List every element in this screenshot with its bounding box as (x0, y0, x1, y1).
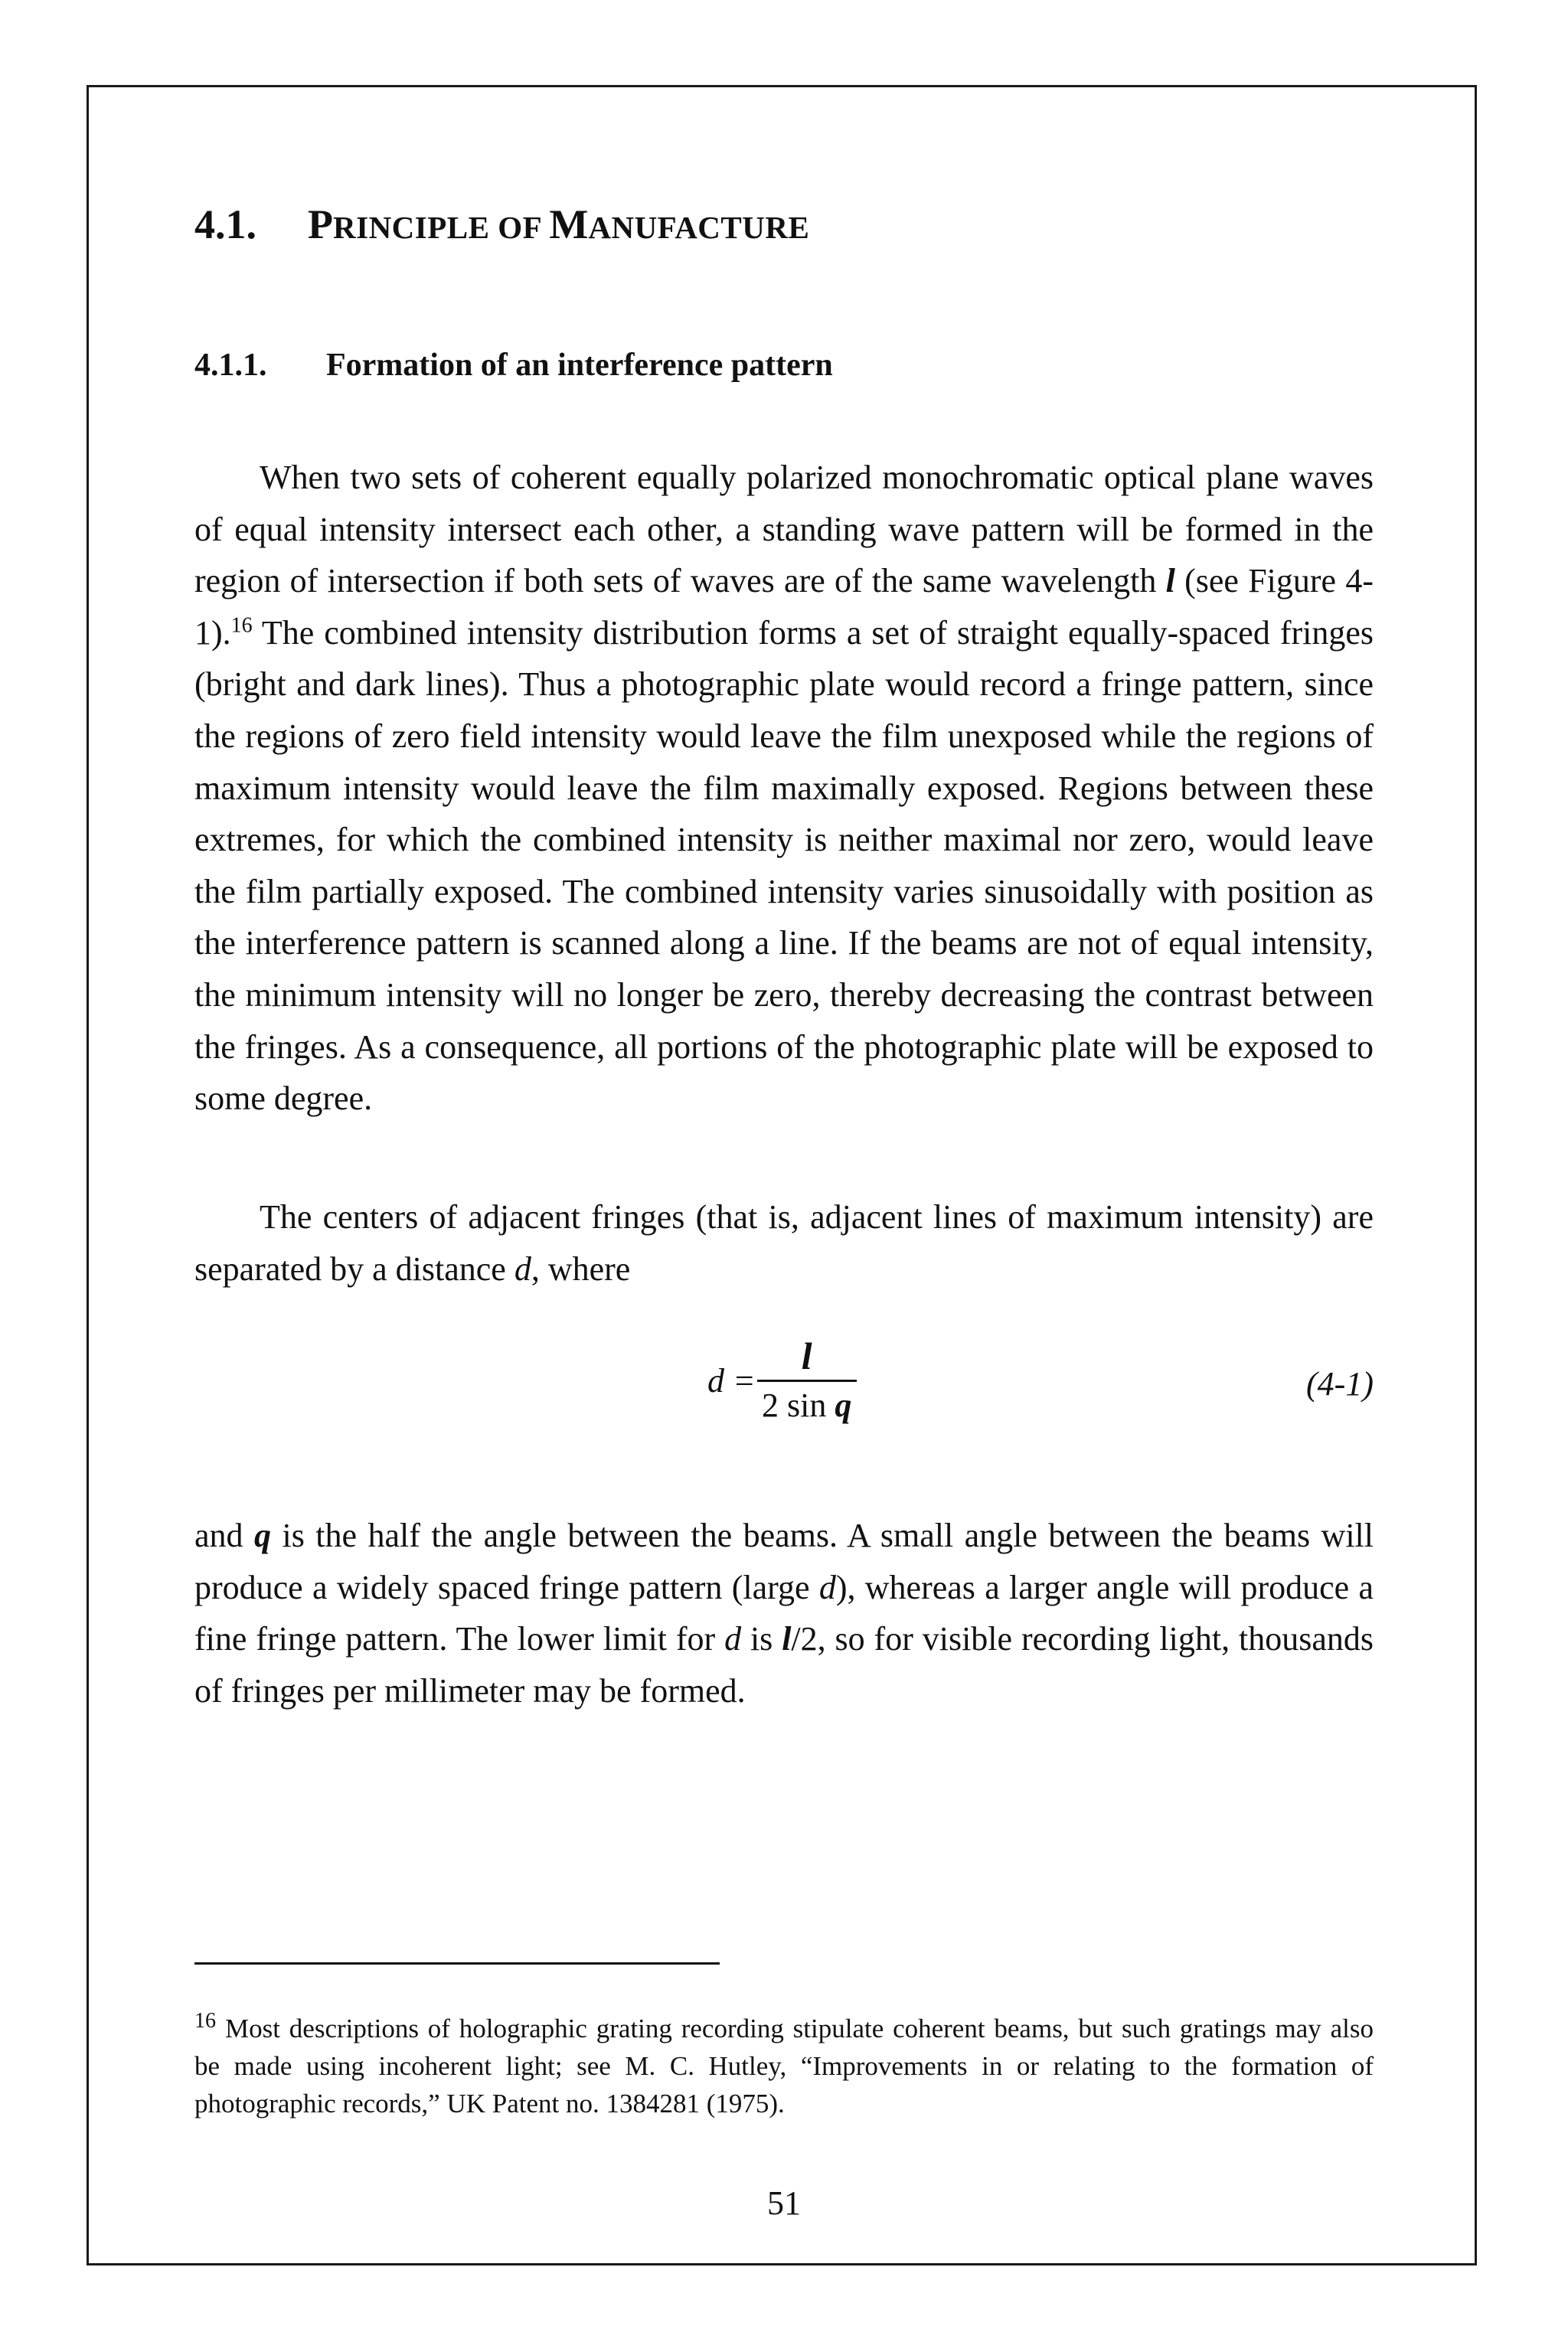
equation-4-1 (194, 1332, 1374, 1447)
denominator-text: 2 sin (762, 1387, 835, 1424)
theta-symbol: q (254, 1517, 271, 1554)
section-heading (194, 198, 1374, 254)
paragraph-text: /2, so for visible recording light, thousands of fringes per millimeter may be formed. (194, 1620, 1374, 1710)
paragraph-interference (194, 452, 1374, 1125)
paragraph-text: The centers of adjacent fringes (that is, adjacent lines of maximum intensity) are separated by a distance (194, 1198, 1374, 1288)
equation-number: (4-1) (1306, 1365, 1374, 1403)
section-title-cap-2: M (549, 201, 589, 247)
lambda-symbol: l (782, 1620, 792, 1658)
equation-lhs: d = (707, 1362, 756, 1400)
paragraph-angle (194, 1510, 1374, 1717)
paragraph-fringe-spacing (194, 1191, 1374, 1295)
variable-d: d (514, 1250, 531, 1288)
variable-d: d (818, 1568, 836, 1606)
fraction-body (757, 1332, 857, 1429)
section-title-smallcaps-1: RINCIPLE OF (333, 210, 550, 245)
paragraph-text: and (194, 1517, 254, 1554)
lambda-symbol: l (1165, 562, 1175, 600)
paragraph-text: , where (531, 1250, 631, 1288)
fraction-numerator: l (801, 1334, 812, 1377)
paragraph-text: When two sets of coherent equally polarized monochromatic optical plane waves of equal intensity intersect each other, a standing wave pattern will be formed in the region of intersection if both sets of waves are of the same wavelength (194, 459, 1374, 600)
paragraph-text: (see Figure 4-1). (194, 562, 1374, 652)
variable-d: d (724, 1620, 742, 1658)
subsection-heading (194, 342, 1374, 388)
section-number: 4.1. (194, 201, 256, 247)
page-border (87, 85, 1477, 2265)
equation-fraction (707, 1332, 857, 1429)
footnote-mark: 16 (194, 2009, 216, 2034)
footnote-reference[interactable]: 16 (230, 613, 253, 638)
subsection-number: 4.1.1. (194, 348, 267, 383)
section-title-smallcaps-2: ANUFACTURE (588, 210, 810, 245)
subsection-title: Formation of an interference pattern (326, 348, 833, 383)
fraction-denominator (762, 1382, 851, 1429)
footnote-text: Most descriptions of holographic grating recording stipulate coherent beams, but such gratings may also be made using incoherent light; see M. C. Hutley, “Improvements in or relating to the formation of photographic records,” UK Patent no. 1384281 (1975). (194, 2014, 1374, 2118)
theta-symbol: q (835, 1387, 852, 1424)
footnote-rule (194, 1962, 720, 1965)
section-title-cap-1: P (308, 201, 333, 247)
paragraph-text: The combined intensity distribution forms a set of straight equally-spaced fringes (bright and dark lines). Thus a photographic plate would record a fringe pattern, since the regions of zero field intensity would leave the film unexposed while the regions of maximum intensity would leave the film maximally exposed. Regions between these extremes, for which the combined intensity is neither maximal nor zero, would leave the film partially exposed. The combined intensity varies sinusoidally with position as the interference pattern is scanned along a line. If the beams are not of equal intensity, the minimum intensity will no longer be zero, thereby decreasing the contrast between the fringes. As a consequence, all portions of the photographic plate will be exposed to some degree. (194, 613, 1374, 1118)
footnote-16 (194, 2010, 1374, 2122)
paragraph-text: is (741, 1620, 782, 1658)
paragraph-text: is the half the angle between the beams. A small angle between the beams will produce a widely spaced fringe pattern (large (194, 1517, 1374, 1606)
page-number: 51 (767, 2184, 801, 2222)
paragraph-text: ), whereas a larger angle will produce a fine fringe pattern. The lower limit for (194, 1568, 1374, 1658)
